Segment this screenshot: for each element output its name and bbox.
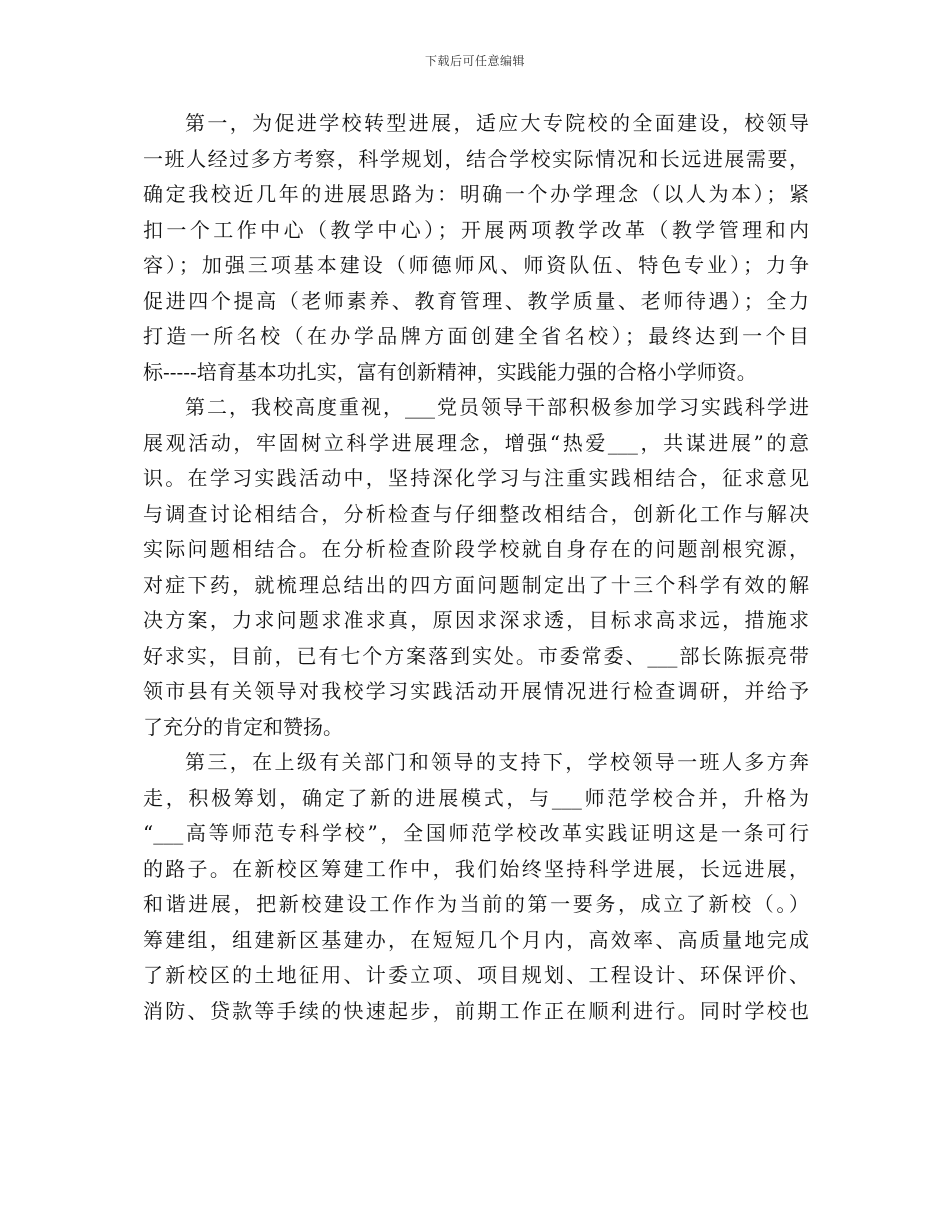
- text-line: 标-----培育基本功扎实，富有创新精神，实践能力强的合格小学师资。: [143, 359, 757, 384]
- text-line: 与调查讨论相结合，分析检查与仔细整改相结合，创新化工作与解决: [143, 501, 809, 526]
- text-line: 第二，我校高度重视，___党员领导干部积极参加学习实践科学进: [185, 395, 809, 419]
- text-line: 走，积极筹划，确定了新的进展模式，与___师范学校合并，升格为: [143, 785, 809, 810]
- paragraph-1: [143, 106, 809, 390]
- text-line: 打造一所名校（在办学品牌方面创建全省名校）；最终达到一个目: [143, 324, 809, 348]
- text-line: 确定我校近几年的进展思路为：明确一个办学理念（以人为本）；紧: [143, 182, 809, 206]
- text-line: 第一，为促进学校转型进展，适应大专院校的全面建设，校领导: [185, 111, 809, 135]
- text-line: 消防、贷款等手续的快速起步，前期工作正在顺利进行。同时学校也: [143, 998, 809, 1023]
- text-line: 决方案，力求问题求准求真，原因求深求透，目标求高求远，措施求: [143, 608, 809, 632]
- text-line: 的路子。在新校区筹建工作中，我们始终坚持科学进展，长远进展，: [143, 856, 809, 881]
- document-body: [143, 106, 809, 1029]
- paragraph-3: [143, 745, 809, 1029]
- text-line: 容）；加强三项基本建设（师德师风、师资队伍、特色专业）；力争: [143, 253, 809, 277]
- text-line: 实际问题相结合。在分析检查阶段学校就自身存在的问题剖根究源，: [143, 537, 809, 561]
- text-line: 促进四个提高（老师素养、教育管理、教学质量、老师待遇）；全力: [143, 288, 809, 313]
- text-line: 展观活动，牢固树立科学进展理念，增强“热爱___，共谋进展”的意: [143, 430, 809, 455]
- paragraph-2: [143, 390, 809, 745]
- text-line: 领市县有关领导对我校学习实践活动开展情况进行检查调研，并给予: [143, 679, 809, 703]
- text-line: 一班人经过多方考察，科学规划，结合学校实际情况和长远进展需要，: [143, 146, 809, 171]
- page-header: 下载后可任意编辑: [424, 54, 525, 68]
- text-line: 对症下药，就梳理总结出的四方面问题制定出了十三个科学有效的解: [143, 572, 809, 597]
- text-line: 了新校区的土地征用、计委立项、项目规划、工程设计、环保评价、: [143, 963, 809, 987]
- text-line: 和谐进展，把新校建设工作作为当前的第一要务，成立了新校（。）: [143, 892, 809, 916]
- text-line: 筹建组，组建新区基建办，在短短几个月内，高效率、高质量地完成: [143, 927, 809, 952]
- text-line: “___高等师范专科学校”，全国师范学校改革实践证明这是一条可行: [143, 821, 809, 845]
- text-line: 了充分的肯定和赞扬。: [143, 714, 343, 739]
- text-line: 识。在学习实践活动中，坚持深化学习与注重实践相结合，征求意见: [143, 466, 809, 490]
- text-line: 扣一个工作中心（教学中心）；开展两项教学改革（教学管理和内: [143, 217, 809, 242]
- text-line: 第三，在上级有关部门和领导的支持下，学校领导一班人多方奔: [185, 750, 809, 774]
- text-line: 好求实，目前，已有七个方案落到实处。市委常委、___部长陈振亮带: [143, 643, 809, 668]
